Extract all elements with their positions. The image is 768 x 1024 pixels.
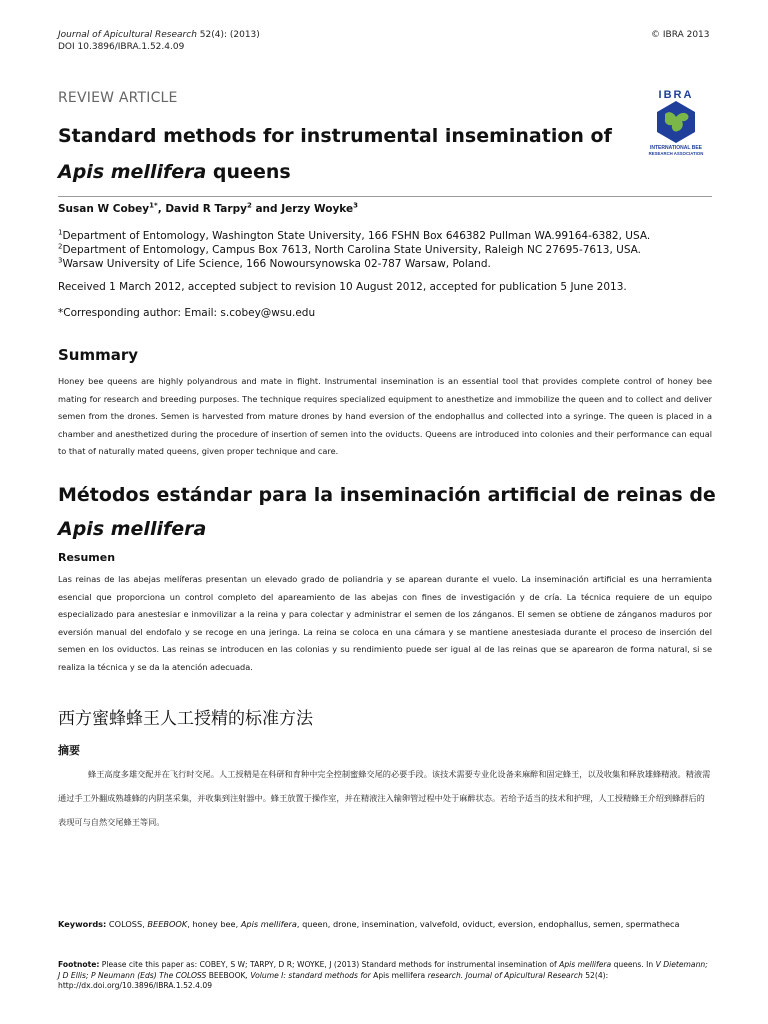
footnote: Footnote: Please cite this paper as: COBEY, S W; TARPY, D R; WOYKE, J (2013) Standard methods for instrumental insemination of Apis mellifera queens. In V Dietemann; J D Ellis; P Neumann (Eds) The COLOSS BEEBOOK, Volume I: standard methods for Apis mellifera research. Journal of Apicultural Research 52(4): http://dx.doi.org/10.3896/IBRA.1.52.4.09 [58,960,708,990]
author-sup: 2 [246,201,252,210]
title-line2 [58,154,618,190]
ibra-logo-graphic [638,86,714,156]
ibra-acronym: IBRA [658,89,694,101]
copyright: © IBRA 2013 [651,30,710,40]
author-sep: and [251,203,282,215]
author-name: Jerzy Woyke [281,203,354,215]
affiliations [58,229,650,271]
chinese-title: 西方蜜蜂蜂王人工授精的标准方法 [58,709,313,729]
footnote-label: Footnote: [58,960,100,969]
spanish-title-species: Apis mellifera [58,518,207,540]
doi[interactable]: DOI 10.3896/IBRA.1.52.4.09 [58,42,185,52]
chinese-abstract-heading: 摘要 [58,744,80,757]
affiliation: $^3$Warsaw University of Life Science, 166 Nowoursynowska 02-787 Warsaw, Poland. [58,256,491,270]
journal-volume: 52(4): (2013) [196,30,260,40]
keywords-label: Keywords: [58,919,107,929]
journal-name: Journal of Apicultural Research [58,30,197,40]
author-sup: 1* [149,201,158,210]
article-title [58,118,618,190]
affiliation: $^1$Department of Entomology, Washington State University, 166 FSHN Box 646382 Pullman WA.99164-6382, USA. [58,228,651,242]
resumen-text: Las reinas de las abejas melíferas presentan un elevado grado de poliandria y se aparean durante el vuelo. La inseminación artificial es una herramienta esencial que proporciona un control completo del apareamiento de las abejas con fines de investigación y de cría. La técnica requiere de un equipo especializado para anestesiar e inmovilizar a la reina y para colectar y administrar el semen de los zánganos. El semen se obtiene de zánganos maduros por eversión manual del endofalo y se recoge en una jeringa. La reina se coloca en una cámara y se mantiene anestesiada durante el proceso de inserción del semen en los oviductos. Las reinas se introducen en las colonias y su rendimiento puede ser igual al de las reinas que se aparearon de forma natural, si se realiza la técnica y se da la atención adecuada. [58,574,712,672]
title-line1: Standard methods for instrumental insemination of [58,125,612,147]
summary-text: Honey bee queens are highly polyandrous and mate in flight. Instrumental insemination is an essential tool that provides complete control of honey bee mating for research and breeding purposes. The technique requires specialized equipment to anesthetize and immobilize the queen and to collect and deliver semen from the drones. Semen is harvested from mature drones by hand eversion of the endophallus and collected into a syringe. The queen is placed in a chamber and anesthetized during the procedure of insertion of semen into the oviducts. Queens are introduced into colonies and their performance can equal to that of naturally mated queens, given proper technique and care. [58,376,712,456]
author-name: David R Tarpy [165,203,247,215]
received-dates: Received 1 March 2012, accepted subject to revision 10 August 2012, accepted for publication 5 June 2013. [58,281,627,293]
spanish-title [58,478,718,546]
title-divider [58,196,712,197]
affiliation: $^2$Department of Entomology, Campus Box 7613, North Carolina State University, Raleigh NC 27695-7613, USA. [58,242,642,256]
summary-heading: Summary [58,346,139,364]
footnote-doi-link[interactable]: 52(4): http://dx.doi.org/10.3896/IBRA.1.52.4.09 [58,970,609,990]
ibra-logo [638,86,714,156]
author-list [58,203,358,215]
article-type: REVIEW ARTICLE [58,90,178,106]
author-sup: 3 [353,201,358,210]
title-line2-rest: queens [206,161,291,183]
title-species: Apis mellifera [58,161,207,183]
chinese-abstract-text: 蜂王高度多雄交配并在飞行时交尾。人工授精是在科研和育种中完全控制蜜蜂交尾的必要手段。该技术需要专业化设备来麻醉和固定蜂王，以及收集和释放雄蜂精液。精液需通过手工外翻成熟雄蜂的内阴茎采集，并收集到注射器中。蜂王放置于操作室，并在精液注入输卵管过程中处于麻醉状态。若给予适当的技术和护理，人工授精蜂王介绍到蜂群后的表现可与自然交尾蜂王等同。 [58,769,711,827]
keywords: Keywords: COLOSS, BEEBOOK, honey bee, Apis mellifera, queen, drone, insemination, valvefold, oviduct, eversion, endophallus, semen, spermatheca [58,919,680,929]
logo-line2: RESEARCH ASSOCIATION [648,151,704,156]
corresponding-author[interactable]: *Corresponding author: Email: s.cobey@wsu.edu [58,307,316,319]
resumen-heading: Resumen [58,551,116,564]
author-name: Susan W Cobey [58,203,150,215]
spanish-title-line1: Métodos estándar para la inseminación artificial de reinas de [58,484,716,506]
author-sep: , [157,203,166,215]
journal-citation [58,29,260,41]
logo-line1: INTERNATIONAL BEE [649,145,703,151]
